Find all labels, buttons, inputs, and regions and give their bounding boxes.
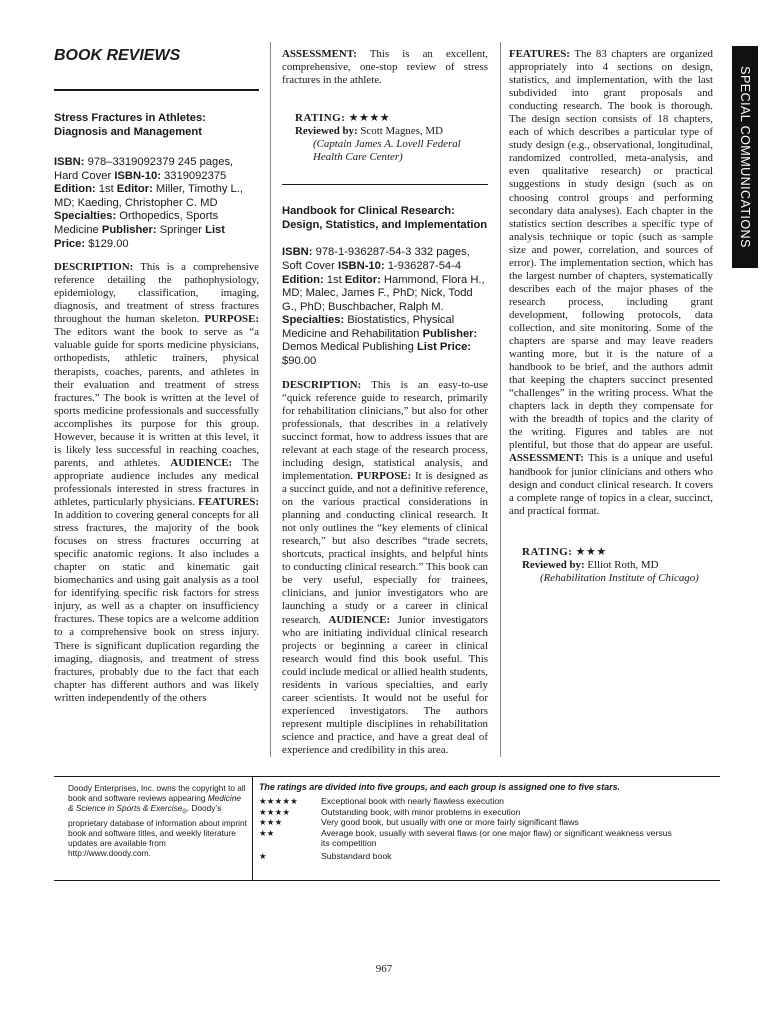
review2-metadata: ISBN: 978-1-936287-54-3 332 pages, Soft Cover ISBN-10: 1-936287-54-4 Edition: 1st Editor: Hammond, Flora H., MD; Malec, James F., PhD; Nick, Todd G., PhD; Buschbacher, Ralph M. Specialties: Biostatistics, Physical Medicine and Rehabilitation Publisher: Demos Medical Publishing List Price: $90.00: [282, 246, 485, 368]
review1-body-continued: ASSESSMENT: This is an excellent, comprehensive, one-stop review of stress fractures in the athlete.: [282, 48, 488, 87]
copyright-notice: Doody Enterprises, Inc. owns the copyright to all book and software reviews appearing Medicine & Science in Sports & Exercise$_®$. Doody’s proprietary database of information about imprint book and software titles, and weekly literature updates are available from http://www.doody.com.: [68, 783, 247, 859]
star-icon: ★★★: [575, 545, 607, 558]
ratings-legend: [259, 782, 714, 862]
header-rule: [54, 89, 259, 91]
rating-row: ★★★ Very good book, but usually with one or more fairly significant flaws: [259, 817, 579, 828]
rating-row: ★ Substandard book: [259, 851, 392, 862]
column-3: [509, 48, 713, 585]
section-label: SPECIAL COMMUNICATIONS: [738, 66, 752, 248]
star-icon: ★★★★: [348, 112, 391, 125]
review1-rating-block: [282, 112, 488, 164]
section-header: BOOK REVIEWS: [54, 47, 181, 64]
rating-row: ★★★★ Outstanding book, with minor problems in execution: [259, 806, 521, 817]
ratings-footer: [54, 776, 720, 881]
review2-affiliation: (Rehabilitation Institute of Chicago): [540, 571, 699, 584]
rating-row: ★★★★★ Exceptional book with nearly flawless execution: [259, 796, 505, 807]
column-divider-1: [270, 42, 271, 757]
review2-body: DESCRIPTION: This is an easy-to-use “quick reference guide to research, primarily for rehabilitation clinicians,” but also for other professionals, that describes in a relatively succinct format, how to address issues that are relevant at each stage of the research process, including design, statistical analysis, and implementation. PURPOSE: It is designed as a succinct guide, and not a definitive reference, on the various practical considerations in planning and conducting clinical research. It not only outlines the “key elements of clinical research,” but also describes “trade secrets, shortcuts, practical insights, and helpful hints to conducting clinical research.” This book can be very useful, especially for trainees, clinicians, and junior investigators who are launching a study or a career in clinical research. AUDIENCE: Junior investigators who are initiating individual clinical research projects or beginning a career in clinical research would find this book useful. This could include medical or allied health students, residents in various specialties, and early career scientists. It would not be useful for experienced investigators. The authors represent multiple disciplines in rehabilitation science and practice, and have a great deal of experience and credibility in this area.: [282, 378, 489, 756]
review1-title: Stress Fractures in Athletes: Diagnosis and Management: [54, 112, 206, 138]
column-1: [54, 112, 259, 705]
review2-rating-block: [509, 546, 713, 585]
section-tab: [732, 46, 758, 268]
column-divider-2: [500, 42, 501, 757]
star-icon: ★★★★★: [259, 796, 298, 807]
review1-reviewer: Reviewed by: Scott Magnes, MD: [295, 125, 443, 138]
ratings-title: The ratings are divided into five groups, and each group is assigned one to five stars.: [259, 782, 620, 792]
review1-metadata: ISBN: 978–3319092379 245 pages, Hard Cover ISBN-10: 3319092375 Edition: 1st Editor: Miller, Timothy L., MD; Kaeding, Christopher C. MD Specialties: Orthopedics, Sports Medicine Publisher: Springer List Price: $129.00: [54, 156, 243, 250]
rating-row: ★★ Average book, usually with several flaws (or one major flaw) or significant weakness versus its competition: [259, 827, 672, 849]
review2-reviewer: Reviewed by: Elliot Roth, MD: [522, 558, 659, 571]
review2-title: Handbook for Clinical Research: Design, Statistics, and Implementation: [282, 205, 488, 231]
star-icon: ★★★: [259, 817, 283, 828]
review2-rating: RATING: ★★★: [522, 545, 607, 558]
page-number: 967: [375, 963, 393, 975]
review2-body-continued: FEATURES: The 83 chapters are organized appropriately into 4 sections on design, statistics, and implementation, with the last subdivided into grant proposals and conducting research. The book is thorough. The design section consists of 18 chapters, each of which describes a particular type of study design (e.g., observational, longitudinal, randomized controlled, meta-analysis, and even qualitative research) or practical suggestions in study design (such as on choosing control groups and performing secondary data analyses). Each chapter in the statistics section describes a specific type of analysis technique or topic (such as sample size and power, correlation, and sources of error). The implementation section, which has the largest number of chapters, systematically describes each of the major phases of the research process, including grant development, following protocols, data collection, and site monitoring. Some of the chapters are sparse and may leave readers wanting more, but it is the nature of a handbook to be brief, and the authors admit that keeping the chapters succinct presented “challenges” in the writing process. What the chapters lack in depth they compensate for with the breadth of topics and the clarity of the writing. Figures and tables are not plentiful, but those that do appear are useful. ASSESSMENT: This is a unique and useful handbook for junior clinicians and others who design and conduct clinical research. It covers a complete range of topics in a clear, succinct, and practical format.: [509, 48, 713, 517]
footer-divider: [252, 777, 253, 880]
column-2: [282, 48, 488, 757]
star-icon: ★★: [259, 827, 275, 838]
star-icon: ★★★★: [259, 806, 291, 817]
review-separator: [282, 184, 488, 185]
review1-rating: RATING: ★★★★: [295, 112, 391, 125]
review1-body: DESCRIPTION: This is a comprehensive reference detailing the pathophysiology, epidemiology, classification, imaging, diagnosis, and treatment of stress fractures throughout the human skeleton. PURPOSE: The editors want the book to serve as “a valuable guide for sports medicine physicians, orthopedists, athletic trainers, physical therapists, coaches, parents, and athletes in their evaluation and treatment of stress fractures.” The book is written at the level of sports medicine professionals and successfully accomplishes its purpose for this group. However, because it is written at this level, it is likely less successful in reaching coaches, parents, and athletes. AUDIENCE: The appropriate audience includes any medical professionals interested in stress fractures in athletes, particularly physicians. FEATURES: In addition to covering general concepts for all stress fractures, the majority of the book focuses on stress fractures occurring at specific anatomic regions. It also includes a chapter on static and kinematic gait biomechanics and using gait analysis as a tool for identifying specific risk factors for stress injury, as well as a chapter on insufficiency fractures. These topics are a welcome addition to a comprehensive book on stress injury. There is significant duplication regarding the imaging, diagnosis, and treatment of stress fractures, probably due to the fact that each chapter has different authors and was likely written independently of the others: [54, 261, 259, 704]
star-icon: ★: [259, 851, 267, 862]
review1-affiliation: (Captain James A. Lovell Federal Health Care Center): [313, 138, 461, 164]
